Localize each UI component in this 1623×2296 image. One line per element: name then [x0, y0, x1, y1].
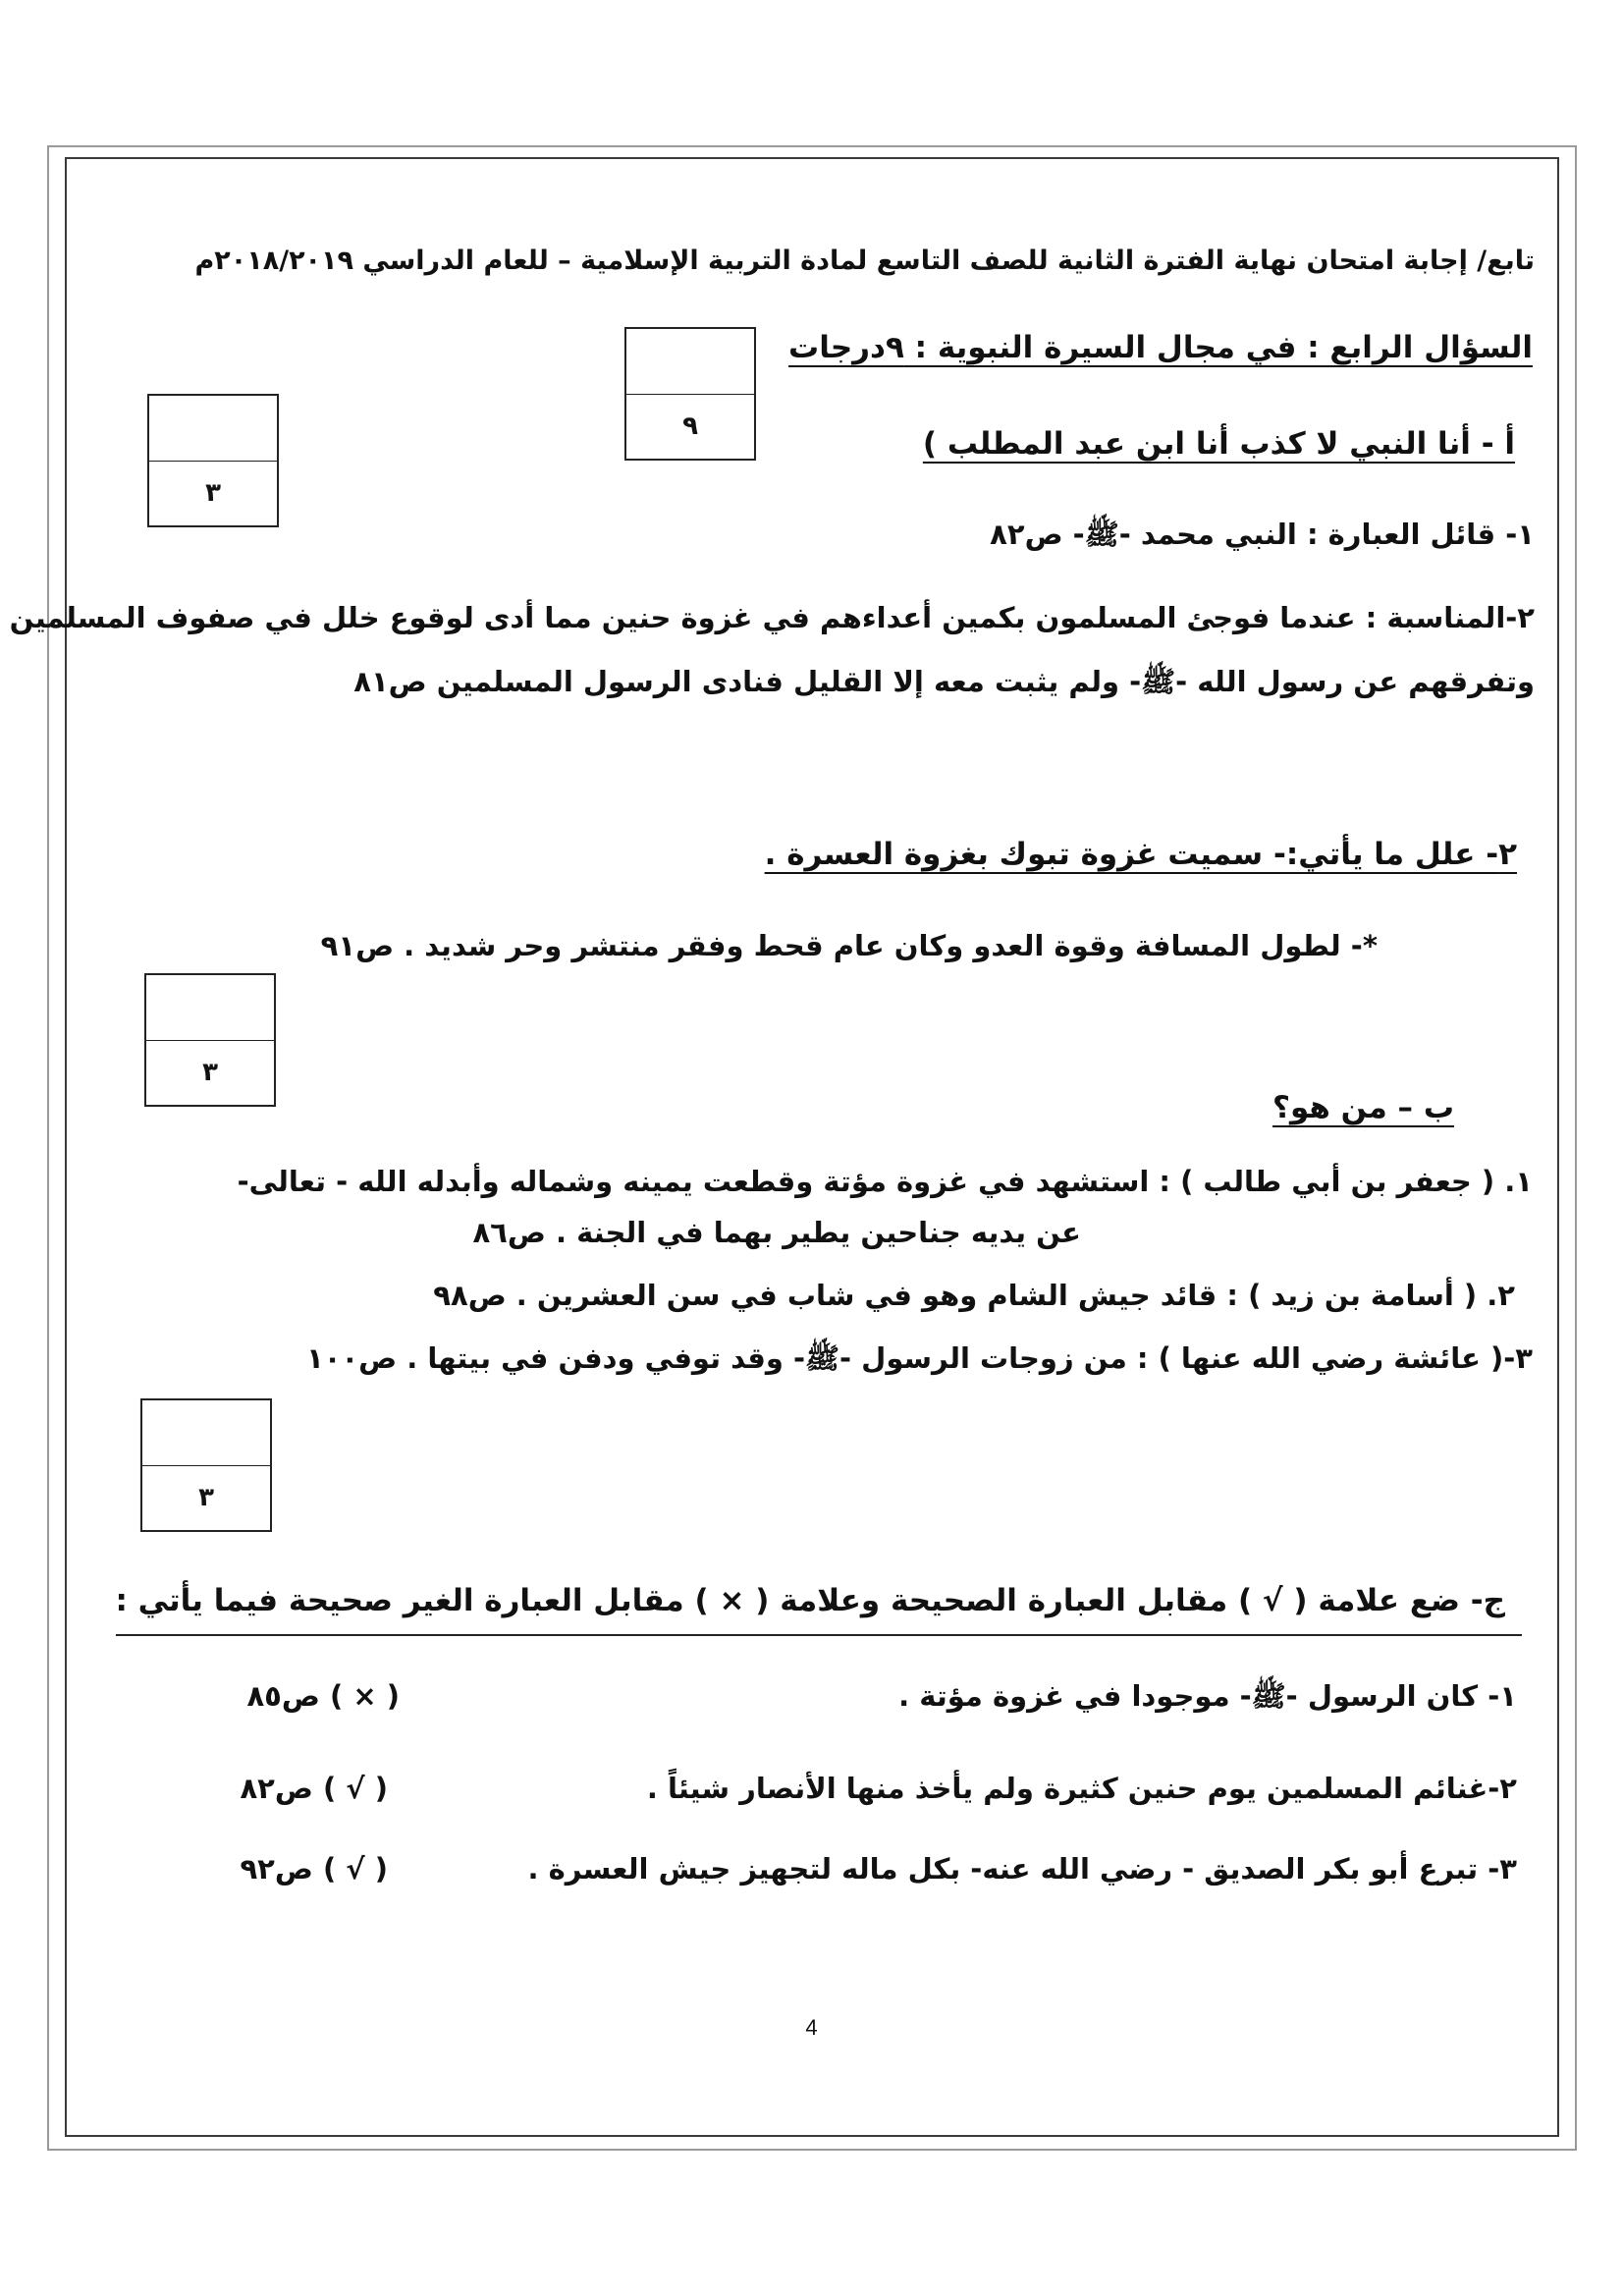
- total-score-value: ٩: [682, 411, 698, 441]
- part-a-item-2-line-1: ٢-المناسبة : عندما فوجئ المسلمون بكمين أعداءهم في غزوة حنين مما أدى لوقوع خلل في صفوف المسلمين: [9, 601, 1535, 634]
- part-c-item-1-mark: ( × ) ص٨٥: [246, 1679, 400, 1713]
- part-c-instruction: ج- ضع علامة ( √ ) مقابل العبارة الصحيحة وعلامة ( × ) مقابل العبارة الغير صحيحة فيما يأتي :: [115, 1583, 1505, 1618]
- score-value-part-a: ٣: [205, 478, 221, 508]
- part-a-item-1: ١- قائل العبارة : النبي محمد -ﷺ- ص٨٢: [990, 518, 1535, 551]
- part-b-item-1-line-2: عن يديه جناحين يطير بهما في الجنة . ص٨٦: [472, 1216, 1081, 1249]
- part-a2-question: ٢- علل ما يأتي:- سميت غزوة تبوك بغزوة العسرة .: [764, 837, 1517, 872]
- part-a-quote: أ - أنا النبي لا كذب أنا ابن عبد المطلب ): [922, 426, 1515, 462]
- part-c-item-3-text: ٣- تبرع أبو بكر الصديق - رضي الله عنه- بكل ماله لتجهيز جيش العسرة .: [527, 1852, 1517, 1886]
- score-box-part-a2: [144, 973, 276, 1107]
- page-header: تابع/ إجابة امتحان نهاية الفترة الثانية للصف التاسع لمادة التربية الإسلامية – للعام الدراسي ٢٠١٨/٢٠١٩م: [194, 246, 1535, 276]
- part-c-item-1-text: ١- كان الرسول -ﷺ- موجودا في غزوة مؤتة .: [898, 1679, 1517, 1713]
- total-score-box: [624, 327, 756, 461]
- part-c-underline: [116, 1634, 1522, 1636]
- score-box-part-a: [147, 394, 279, 527]
- score-value-part-a2: ٣: [202, 1058, 218, 1087]
- part-c-item-2-mark: ( √ ) ص٨٢: [240, 1772, 388, 1805]
- score-value-part-b: ٣: [198, 1483, 214, 1512]
- part-b-item-1-line-1: ١. ( جعفر بن أبي طالب ) : استشهد في غزوة مؤتة وقطعت يمينه وشماله وأبدله الله - تعالى-: [237, 1165, 1533, 1198]
- part-b-item-3: ٣-( عائشة رضي الله عنها ) : من زوجات الرسول -ﷺ- وقد توفي ودفن في بيتها . ص١٠٠: [306, 1341, 1533, 1375]
- score-box-part-b: [140, 1398, 272, 1532]
- part-b-item-2: ٢. ( أسامة بن زيد ) : قائد جيش الشام وهو في شاب في سن العشرين . ص٩٨: [433, 1279, 1515, 1312]
- question-title: السؤال الرابع : في مجال السيرة النبوية : ٩درجات: [788, 330, 1533, 365]
- part-a-item-2-line-2: وتفرقهم عن رسول الله -ﷺ- ولم يثبت معه إلا القليل فنادى الرسول المسلمين ص٨١: [353, 665, 1535, 698]
- part-c-item-3-mark: ( √ ) ص٩٢: [240, 1852, 388, 1886]
- part-a2-answer: *- لطول المسافة وقوة العدو وكان عام قحط وفقر منتشر وحر شديد . ص٩١: [320, 929, 1378, 962]
- part-b-heading: ب – من هو؟: [1271, 1090, 1454, 1125]
- page-number: 4: [805, 2015, 818, 2040]
- part-c-item-2-text: ٢-غنائم المسلمين يوم حنين كثيرة ولم يأخذ منها الأنصار شيئاً .: [646, 1772, 1517, 1805]
